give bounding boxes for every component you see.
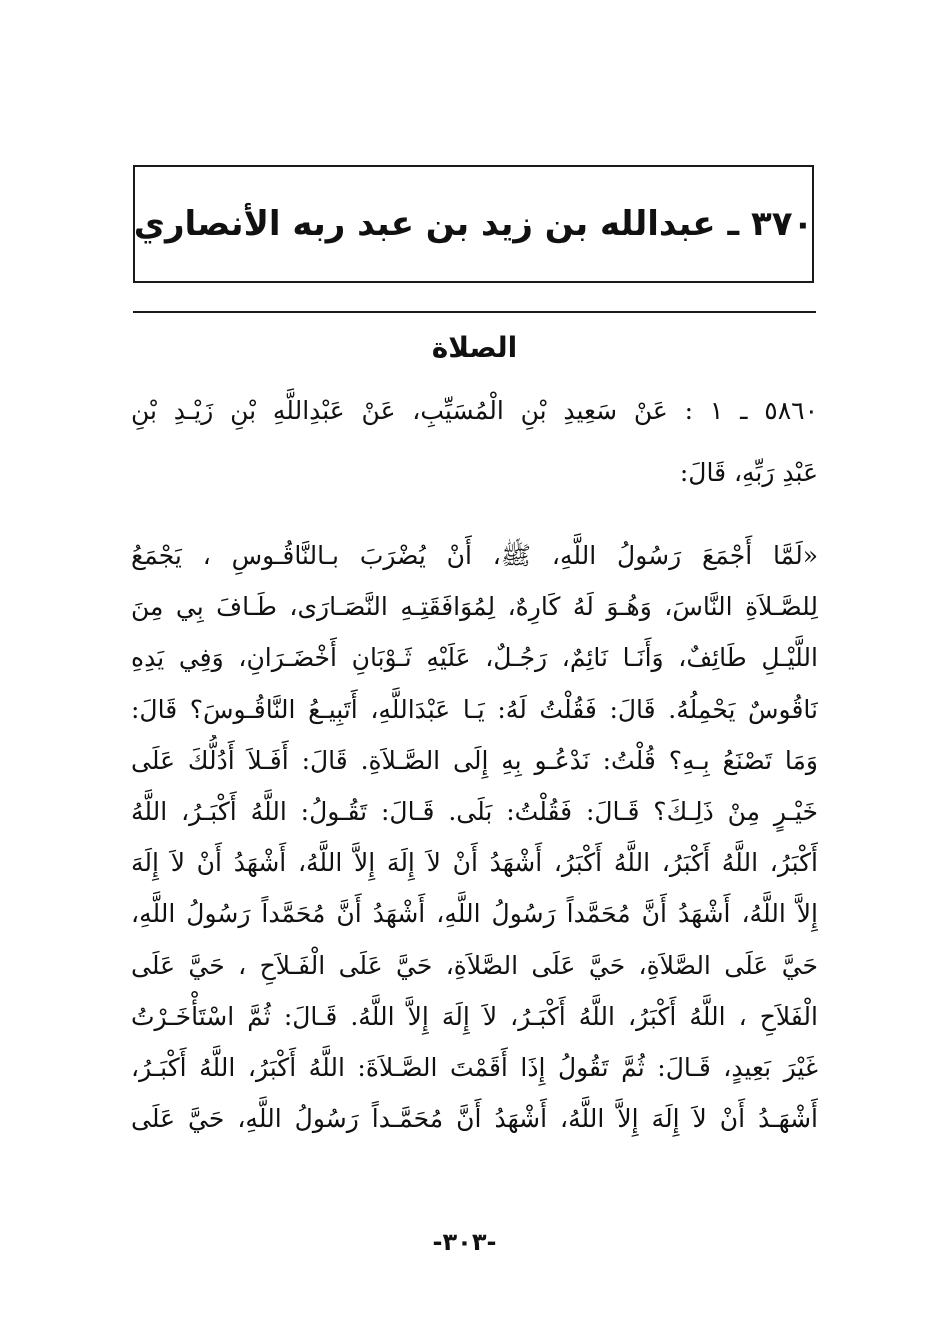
text-line: أَكْبَرُ، اللَّهُ أَكْبَرُ، اللَّهُ أَكْبَرُ، أَشْهَدُ أَنْ لاَ إِلَهَ إِلاَّ اللَّهُ، أَشْهَدُ أَنْ لاَ إِلَهَ <box>131 848 818 878</box>
hadith-isnad <box>131 380 818 504</box>
text-line: أَشْهَـدُ أَنْ لاَ إِلَهَ إِلاَّ اللَّهُ، أَشْهَدُ أَنَّ مُحَمَّـداً رَسُولُ اللَّهِ، حَيَّ عَلَى <box>131 1104 818 1134</box>
chapter-title: ٣٧٠ ـ عبدالله بن زيد بن عبد ربه الأنصاري <box>133 204 814 244</box>
page-number: -٣٠٣- <box>432 1228 497 1256</box>
text-line: ٥٨٦٠ ـ ١ : عَنْ سَعِيدِ بْنِ الْمُسَيِّبِ، عَنْ عَبْدِاللَّهِ بْنِ زَيْـدِ بْنِ <box>131 396 818 425</box>
text-line: غَيْرَ بَعِيدٍ، قَـالَ: ثُمَّ تَقُولُ إِذَا أَقَمْتَ الصَّـلاَةَ: اللَّهُ أَكْبَرُ، اللَّهُ أَكْبَـرُ، <box>131 1052 818 1082</box>
text-line: لِلصَّـلاَةِ النَّاسَ، وَهُـوَ لَهُ كَارِهٌ، لِمُوَافَقَتِـهِ النَّصَـارَى، طَـافَ بِي مِنَ <box>131 592 818 622</box>
text-line: نَاقُوسٌ يَحْمِلُهُ. قَالَ: فَقُلْتُ لَهُ: يَـا عَبْدَاللَّهِ، أَتَبِيـعُ النَّاقُـوسَ؟ قَالَ: <box>131 694 818 724</box>
text-line: إِلاَّ اللَّهُ، أَشْهَدُ أَنَّ مُحَمَّداً رَسُولُ اللَّهِ، أَشْهَدُ أَنَّ مُحَمَّداً رَسُولُ اللَّهِ، <box>131 899 818 929</box>
horizontal-divider <box>133 311 816 313</box>
text-line: خَيْـرٍ مِنْ ذَلِـكَ؟ قَـالَ: فَقُلْتُ: بَلَى. قَـالَ: تَقُـولُ: اللَّهُ أَكْبَـرُ، اللَّهُ <box>131 796 818 826</box>
section-heading: الصلاة <box>431 331 518 364</box>
text-line: «لَمَّا أَجْمَعَ رَسُولُ اللَّهِ، ﷺ، أَنْ يُضْرَبَ بـالنَّاقُـوسِ ، يَجْمَعُ <box>131 541 818 570</box>
text-line: عَبْدِ رَبِّهِ، قَالَ: <box>679 458 818 487</box>
chapter-title-box <box>133 165 814 283</box>
text-line: حَيَّ عَلَى الصَّلاَةِ، حَيَّ عَلَى الصَّلاَةِ، حَيَّ عَلَى الْفَـلاَحِ ، حَيَّ عَلَى <box>131 950 818 980</box>
text-line: وَمَا تَصْنَعُ بِـهِ؟ قُلْتُ: نَدْعُـو بِهِ إِلَى الصَّـلاَةِ. قَالَ: أَفَـلاَ أَدُلُّكَ عَلَى <box>131 745 818 775</box>
text-line: اللَّيْـلِ طَائِفٌ، وَأَنَـا نَائِمٌ، رَجُـلٌ، عَلَيْهِ ثَـوْبَانِ أَخْضَـرَانِ، وَفِي يَدِهِ <box>131 643 818 673</box>
hadith-body <box>131 530 818 1144</box>
text-line: الْفَلاَحِ ، اللَّهُ أَكْبَرُ، اللَّهُ أَكْبَـرُ، لاَ إِلَهَ إِلاَّ اللَّهُ. قَـالَ: ثُمَّ اسْتَأْخَـرْتُ <box>131 1001 818 1031</box>
